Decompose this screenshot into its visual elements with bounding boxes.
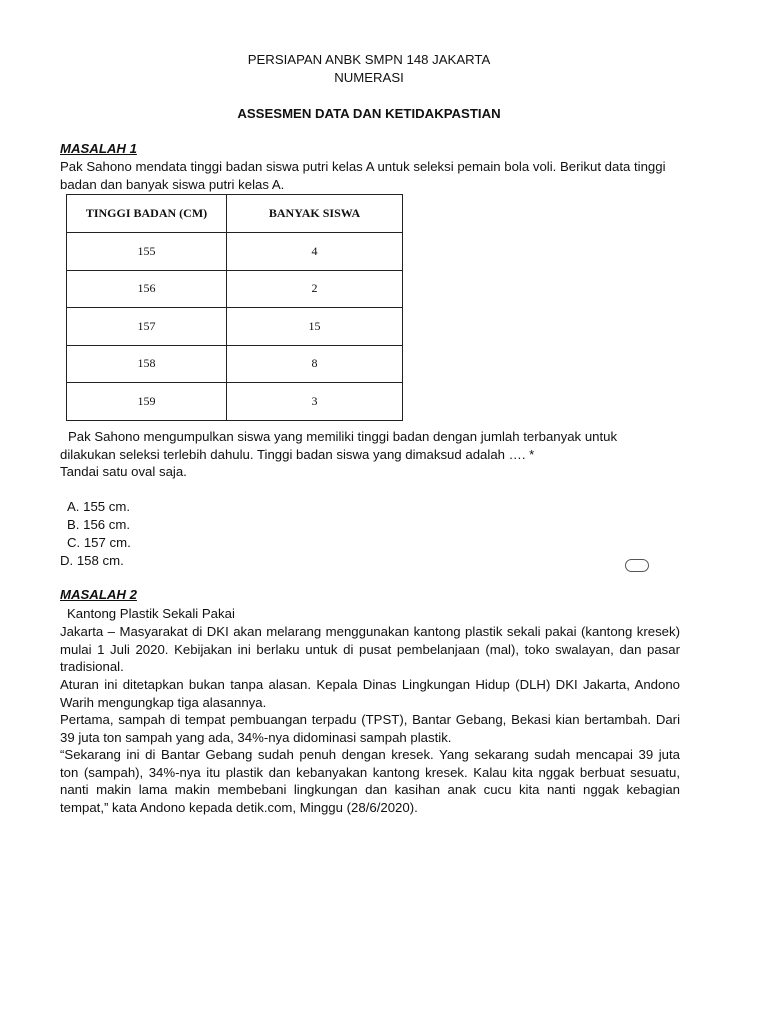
table-row bbox=[67, 345, 403, 383]
masalah-2-paragraph-3: Pertama, sampah di tempat pembuangan terpadu (TPST), Bantar Gebang, Bekasi kian bertambah. Dari 39 juta ton sampah yang ada, 34%-nya didominasi sampah plastik. bbox=[60, 712, 680, 745]
table-cell-height: 155 bbox=[67, 233, 227, 271]
height-table bbox=[66, 194, 403, 421]
option-a[interactable]: A. 155 cm. bbox=[67, 499, 131, 514]
masalah-2-paragraph-4: “Sekarang ini di Bantar Gebang sudah penuh dengan kresek. Yang sekarang sudah mencapai 39 juta ton (sampah), 34%-nya itu plastik dan kebanyakan kantong kresek. Kalau kita nggak berbuat sesuatu, nanti makin lama makin membebani lingkungan dan kasihan anak cucu kita nanti nggak kebagian tempat,” kata Andono kepada detik.com, Minggu (28/6/2020). bbox=[60, 747, 691, 815]
answer-oval[interactable] bbox=[625, 559, 649, 572]
table-header-row bbox=[67, 195, 403, 233]
option-d[interactable]: D. 158 cm. bbox=[60, 553, 124, 568]
header-subject: NUMERASI bbox=[334, 70, 404, 85]
masalah-2-subtitle: Kantong Plastik Sekali Pakai bbox=[67, 606, 235, 621]
masalah-1-instruction: Tandai satu oval saja. bbox=[60, 464, 187, 479]
table-cell-count: 2 bbox=[227, 270, 403, 308]
masalah-1-question: Pak Sahono mengumpulkan siswa yang memiliki tinggi badan dengan jumlah terbanyak untuk dilakukan seleksi terlebih dahulu. Tinggi badan siswa yang dimaksud adalah …. * bbox=[60, 429, 618, 462]
masalah-2-paragraph-2: Aturan ini ditetapkan bukan tanpa alasan. Kepala Dinas Lingkungan Hidup (DLH) DKI Jakarta, Andono Warih mengungkap tiga alasannya. bbox=[60, 677, 680, 710]
table-row bbox=[67, 270, 403, 308]
header-topic: ASSESMEN DATA DAN KETIDAKPASTIAN bbox=[237, 106, 501, 121]
option-c[interactable]: C. 157 cm. bbox=[67, 535, 131, 550]
table-row bbox=[67, 383, 403, 421]
table-cell-height: 157 bbox=[67, 308, 227, 346]
table-header-count: BANYAK SISWA bbox=[227, 195, 403, 233]
table-row bbox=[67, 233, 403, 271]
table-header-height: TINGGI BADAN (CM) bbox=[67, 195, 227, 233]
header-school: PERSIAPAN ANBK SMPN 148 JAKARTA bbox=[247, 52, 491, 67]
masalah-1-intro: Pak Sahono mendata tinggi badan siswa putri kelas A untuk seleksi pemain bola voli. Berikut data tinggi badan dan banyak siswa putri kelas A. bbox=[60, 159, 666, 192]
masalah-1-heading: MASALAH 1 bbox=[60, 141, 137, 156]
table-cell-count: 4 bbox=[227, 233, 403, 271]
table-cell-height: 159 bbox=[67, 383, 227, 421]
option-b[interactable]: B. 156 cm. bbox=[67, 517, 131, 532]
table-cell-count: 8 bbox=[227, 345, 403, 383]
table-row bbox=[67, 308, 403, 346]
table-cell-height: 156 bbox=[67, 270, 227, 308]
table-cell-count: 3 bbox=[227, 383, 403, 421]
masalah-2-heading: MASALAH 2 bbox=[60, 587, 137, 602]
table-cell-height: 158 bbox=[67, 345, 227, 383]
table-cell-count: 15 bbox=[227, 308, 403, 346]
masalah-2-paragraph-1: Jakarta – Masyarakat di DKI akan melarang menggunakan kantong plastik sekali pakai (kantong kresek) mulai 1 Juli 2020. Kebijakan ini berlaku untuk di pusat pembelanjaan (mal), toko swalayan, dan pasar tradisional. bbox=[60, 624, 680, 674]
